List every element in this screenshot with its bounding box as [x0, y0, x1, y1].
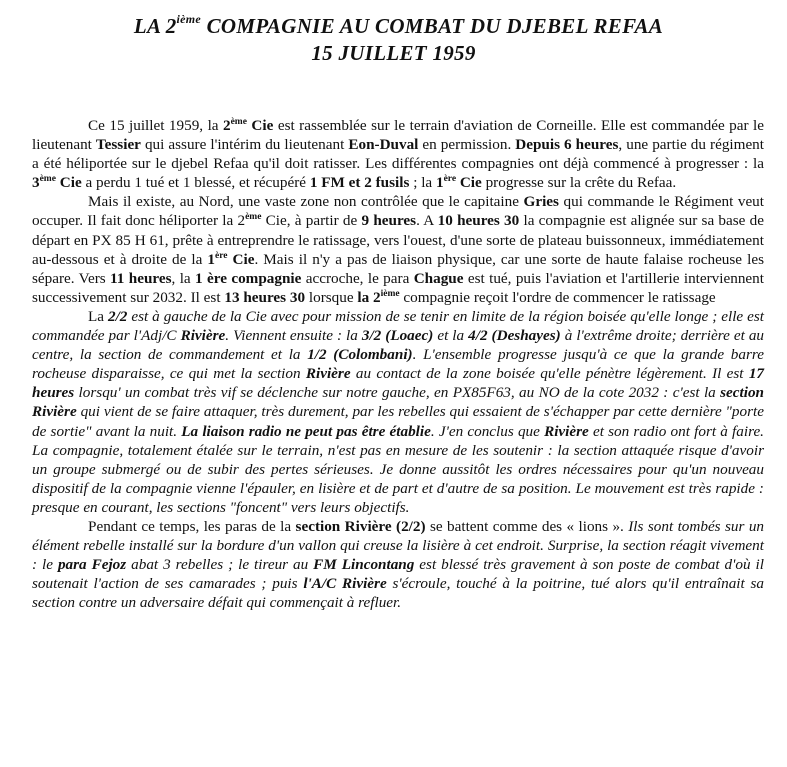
text-run: , la: [171, 269, 196, 287]
text-run: lorsque: [305, 288, 358, 306]
text-run: 17 heures: [32, 365, 764, 402]
text-run: compagnie reçoit l'ordre de commencer le ratissage: [399, 288, 716, 306]
text-run: qui assure l'intérim du lieutenant: [140, 136, 349, 154]
text-run: FM Lincontang: [313, 556, 415, 574]
text-run: ; la: [409, 174, 436, 192]
text-run: la 2: [357, 288, 381, 306]
text-run: Tessier: [95, 136, 141, 154]
text-run: s'écroule, touché à la poitrine, tué alors qu'il entraînait sa section contre un adversaire défait qui commençait à refluer.: [32, 575, 764, 612]
document-title-line1: LA 2ième COMPAGNIE AU COMBAT DU DJEBEL REFAA: [133, 12, 664, 38]
paragraph-4: [32, 517, 764, 612]
text-run: section Rivière: [32, 384, 764, 421]
text-run: para Fejoz: [57, 556, 127, 574]
document-title-date: 15 JUILLET 1959: [311, 41, 476, 65]
text-run: 2: [237, 212, 246, 230]
text-run: Ce 15 juillet 1959, la: [88, 117, 223, 134]
text-run: ème: [245, 212, 262, 223]
text-run: 2: [223, 117, 231, 134]
text-run: . J'en conclus que: [430, 422, 545, 440]
text-run: 13 heures 30: [224, 288, 306, 306]
text-run: 1/2 (Colombani): [307, 346, 413, 364]
text-run: . A: [416, 212, 438, 230]
text-run: Cie: [55, 174, 82, 192]
text-run: est à gauche de la Cie avec pour mission de se tenir en limite de la région boisée qu'elle longe ; elle est commandée par l'Adj/C: [32, 307, 764, 345]
text-run: Ils sont tombés sur un élément rebelle installé sur la bordure d'un vallon qui creuse la lisière à cet endroit. Surprise, la section réagit vivement : le: [32, 517, 765, 574]
text-run: Cie: [227, 250, 255, 268]
text-run: ère: [443, 174, 457, 185]
text-run: et la: [433, 327, 469, 345]
text-run: Rivière: [180, 327, 226, 345]
text-run: est rassemblée sur le terrain d'aviation de Corneille. Elle est commandée par le lieutenant: [32, 117, 764, 154]
text-run: 10 heures 30: [437, 212, 520, 230]
text-run: au contact de la zone boisée qu'elle pénètre légèrement. Il est: [350, 365, 749, 383]
text-run: Pendant ce temps, les paras de la: [88, 517, 296, 535]
text-run: Cie: [456, 174, 482, 192]
text-run: qui vient de se faire attaquer, très durement, par les rebelles qui essaient de s'échapper par cette dernière "porte de sortie" avant la nuit.: [32, 403, 764, 440]
text-run: accroche, le para: [301, 269, 414, 287]
text-run: 1: [207, 250, 215, 268]
text-run: La: [88, 307, 108, 325]
text-run: abat 3 rebelles ; le tireur au: [126, 556, 314, 574]
text-run: section Rivière (2/2): [295, 517, 426, 535]
text-run: 4/2 (Deshayes): [468, 327, 561, 345]
text-run: La liaison radio ne peut pas être établie: [181, 422, 431, 440]
text-run: est blessé très gravement à son poste de combat d'où il soutenait l'action de ses camarades ; puis: [32, 556, 764, 593]
text-run: lorsqu' un combat très vif se déclenche sur notre gauche, en PX85F63, au NO de la cote 2032 : c'est la: [74, 384, 721, 402]
text-run: qui commande le Régiment veut occuper. Il fait donc héliporter la: [32, 193, 764, 230]
text-run: a perdu 1 tué et 1 blessé, et récupéré: [81, 174, 310, 192]
text-run: . Viennent ensuite : la: [225, 327, 362, 345]
paragraph-2: [32, 192, 764, 307]
text-run: Depuis 6 heures: [515, 136, 619, 154]
text-run: Eon-Duval: [348, 136, 419, 154]
text-run: Chague: [413, 269, 464, 287]
text-run: Cie, à partir de: [261, 212, 362, 230]
text-run: Rivière: [544, 422, 589, 440]
text-run: en permission.: [418, 136, 516, 154]
text-run: ième: [380, 288, 400, 299]
text-run: se battent comme des « lions ».: [425, 517, 629, 535]
text-run: progresse sur la crête du Refaa.: [481, 174, 677, 192]
document-body: [32, 116, 764, 612]
text-run: 1 ère compagnie: [195, 269, 302, 287]
text-run: 3: [32, 174, 40, 192]
text-run: 1: [435, 174, 444, 192]
text-run: 9 heures: [361, 212, 417, 230]
text-run: 2/2: [107, 307, 128, 325]
text-run: Gries: [523, 193, 559, 211]
text-run: 3/2 (Loaec): [361, 327, 434, 345]
text-run: ème: [230, 116, 247, 127]
text-run: , une partie du régiment a été héliportée sur le djebel Refaa qu'il doit ratisser. Les différentes compagnies ont déjà commencé à progresser : la: [32, 136, 764, 173]
text-run: Mais il existe, au Nord, une vaste zone non contrôlée que le capitaine: [88, 193, 524, 211]
text-run: à l'extrême droite; derrière et au centre, la section de commandement et la: [32, 327, 765, 364]
text-run: Cie: [246, 117, 274, 134]
text-run: . L'ensemble progresse jusqu'à ce que la grande barre rocheuse disparaisse, ce qui met la section: [32, 346, 764, 383]
text-run: ème: [39, 174, 56, 185]
text-run: la compagnie est alignée sur sa base de départ en PX 85 H 61, prête à entreprendre le ratissage, vers l'ouest, d'une sorte de plateau buissonneux, immédiatement au-dessous et à droite de la: [32, 212, 764, 268]
text-run: 1 FM et 2 fusils: [309, 174, 410, 192]
text-run: est tué, puis l'aviation et l'artillerie interviennent successivement sur 2032. Il est: [32, 269, 764, 306]
text-run: ère: [214, 250, 228, 261]
paragraph-1: [32, 116, 764, 192]
text-run: l'A/C Rivière: [303, 575, 387, 593]
text-run: 11 heures: [110, 269, 172, 287]
paragraph-3: [32, 307, 764, 517]
text-run: . Mais il n'y a pas de liaison physique, car une sorte de haute falaise rocheuse les sépare. Vers: [32, 250, 764, 287]
text-run: Rivière: [305, 365, 351, 383]
text-run: et son radio ont fort à faire. La compagnie, totalement étalée sur le terrain, n'est pas en mesure de les soutenir : la section attaquée risque d'avoir un groupe submergé ou de subir des pertes sérieuses. Je donne aussitôt les ordres nécessaires pour qu'un nouveau dispositif de la compagnie vienne l'épauler, en lisière et de part et d'autre de sa position. Le mouvement est très rapide : presque en courant, les sections "foncent" vers leurs objectifs.: [32, 422, 764, 516]
